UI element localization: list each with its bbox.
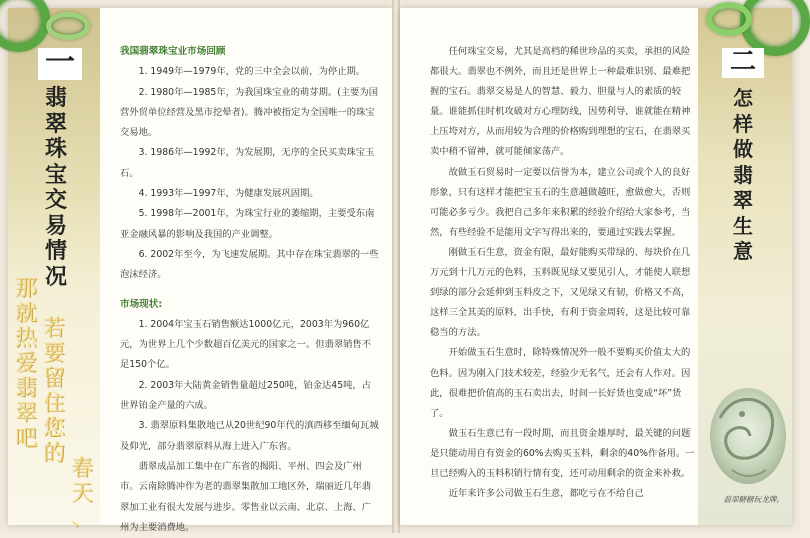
list-item: 6. 2002年至今，为飞速发展期。其中存在珠宝翡翠的一些泡沫经济。 — [120, 248, 379, 281]
poem-char: 翠 — [14, 401, 37, 426]
list-item: 1. 2004年宝玉石销售额达1000亿元，2003年为960亿元，为世界上几个少数超百亿美元的国家之一。但翡翠销售不足150个亿。 — [120, 318, 372, 371]
title-char: 翡 — [733, 162, 753, 187]
section-heading: 我国翡翠珠宝业市场回顾 — [120, 46, 226, 57]
title-char: 况 — [44, 264, 67, 290]
book-gutter — [392, 0, 400, 533]
poem-char: 春 — [70, 456, 93, 481]
title-char: 交 — [44, 188, 67, 213]
chapter-title — [41, 86, 71, 290]
left-page — [8, 8, 392, 533]
poem-char: 住 — [42, 391, 65, 416]
list-item: 3. 翡翠原料集散地已从20世纪90年代的滇西移至缅甸瓦城及仰光，部分翡翠原料从海上进入广东省。 — [120, 420, 379, 452]
poem-char: 您 — [42, 416, 65, 441]
jade-bangle-icon — [46, 12, 90, 40]
poem-char: 翡 — [14, 376, 37, 401]
poem-char: 、 — [70, 506, 93, 531]
paragraph: 故做玉石贸易时一定要以信誉为本，建立公司或个人的良好形象，只有这样才能把宝玉石的生意越做越旺，愈做愈大，否则可能必多亏少。我把自己多年来积累的经验介绍给大家参考，当然，有些经验不是能用文字写得出来的，要通过实践去掌握。 — [430, 166, 691, 238]
list-item: 3. 1986年—1992年，为发展期，无序的全民买卖珠宝玉石。 — [120, 147, 375, 179]
title-char: 翠 — [733, 188, 753, 212]
jade-bangle-icon — [706, 2, 752, 36]
chapter-number: 一 — [38, 48, 82, 80]
poem-char: 爱 — [14, 351, 37, 376]
jade-dragon-pendant-icon — [702, 378, 786, 488]
list-item: 翡翠成品加工集中在广东省的揭阳、平州、四会及广州市。云南除腾冲作为老的翡翠集散加工地区外，瑞丽近几年翡翠加工业有很大发展与进步。零售业以云南、北京、上海、广州为主要消费地。 — [120, 460, 372, 533]
paragraph: 任何珠宝交易，尤其是高档的稀世珍品的买卖，承担的风险都很大。翡翠也不例外，而且还是世界上一种最难识别、最难把握的宝石。翡翠交易是人的智慧、毅力、胆量与人的素质的较量。谁能抓住时机攻破对方心理防线，因势利导，谁就能在精神上压垮对方，从而用较为合理的价格购到理想的宝石，在翡翠买卖中稍不留神，就可能倾家荡产。 — [430, 46, 691, 158]
paragraph: 近年来许多公司做玉石生意，都吃亏在不给自己 — [448, 488, 644, 500]
title-char: 宝 — [44, 162, 67, 188]
title-char: 做 — [733, 137, 753, 161]
title-char: 翠 — [44, 111, 67, 137]
paragraph: 做玉石生意已有一段时期，而且资金雄厚时，最关键的问题是只能动用自有资金的60%去购买玉料，剩余的40%作备用。一旦已经购入的玉料积销行情有变，还可动用剩余的资金来补救。 — [430, 427, 695, 479]
title-char: 翡 — [44, 86, 67, 111]
chapter-number: 二 — [722, 48, 764, 78]
poem-char: 天 — [70, 481, 93, 506]
paragraph: 刚做玉石生意，资金有限，最好能购买带绿的、每块价在几万元到十几万元的色料，玉料既见绿又要见引人，才能使人联想到绿的部分会延伸到玉料皮之下，又见绿又有韧，价格又不高，这样三全其美的原料，出手快，有利于资金周转，这是比较可靠稳当的方法。 — [430, 246, 691, 339]
section-heading: 市场现状: — [120, 298, 163, 310]
poem-column — [14, 276, 38, 451]
image-caption: 翡翠糖糖玩龙牌。 — [723, 495, 784, 504]
list-item: 2. 2003年大陆黄金销售量超过250吨，铂金达45吨，占世界铂金产量的六成。 — [120, 379, 371, 412]
title-char: 样 — [733, 111, 753, 136]
paragraph: 开始做玉石生意时，除特殊情况外一般不要购买价值太大的色料。因为刚入门技术较差，经验少无名气，还会有人作对。因此，很难把价值高的玉石卖出去，时间一长好货也变成“坏”货了。 — [430, 347, 691, 419]
right-body-text — [430, 42, 698, 504]
poem-char: 那 — [14, 276, 37, 301]
poem-char: 热 — [14, 326, 37, 351]
title-char: 珠 — [44, 137, 67, 162]
poem-char: 吧 — [14, 426, 37, 451]
list-item: 5. 1998年—2001年，为珠宝行业的萎缩期，主要受东南亚金融风暴的影响及我国的产业调整。 — [120, 208, 375, 240]
title-char: 怎 — [733, 86, 753, 110]
poem-text — [10, 276, 100, 531]
list-item: 1. 1949年—1979年，党的三中全会以前，为停止期。 — [138, 66, 366, 78]
poem-char: 要 — [42, 341, 65, 366]
title-char: 情 — [44, 239, 67, 264]
chapter-title — [730, 86, 756, 265]
title-char: 易 — [44, 213, 67, 239]
left-body-text — [120, 42, 380, 538]
title-char: 生 — [733, 213, 753, 238]
list-item: 2. 1980年—1985年，为我国珠宝业的萌芽期。(主要为国营外贸单位经营及黑市挖晕者)。腾冲被指定为全国唯一的珠宝交易地。 — [120, 86, 379, 139]
poem-char: 的 — [42, 441, 65, 466]
poem-column — [70, 456, 94, 531]
title-char: 意 — [733, 239, 753, 263]
poem-column — [42, 316, 66, 466]
poem-char: 留 — [42, 366, 65, 391]
poem-char: 若 — [42, 316, 65, 341]
list-item: 4. 1993年—1997年，为健康发展巩固期。 — [138, 188, 319, 200]
poem-char: 就 — [14, 301, 37, 326]
right-page — [400, 8, 792, 525]
